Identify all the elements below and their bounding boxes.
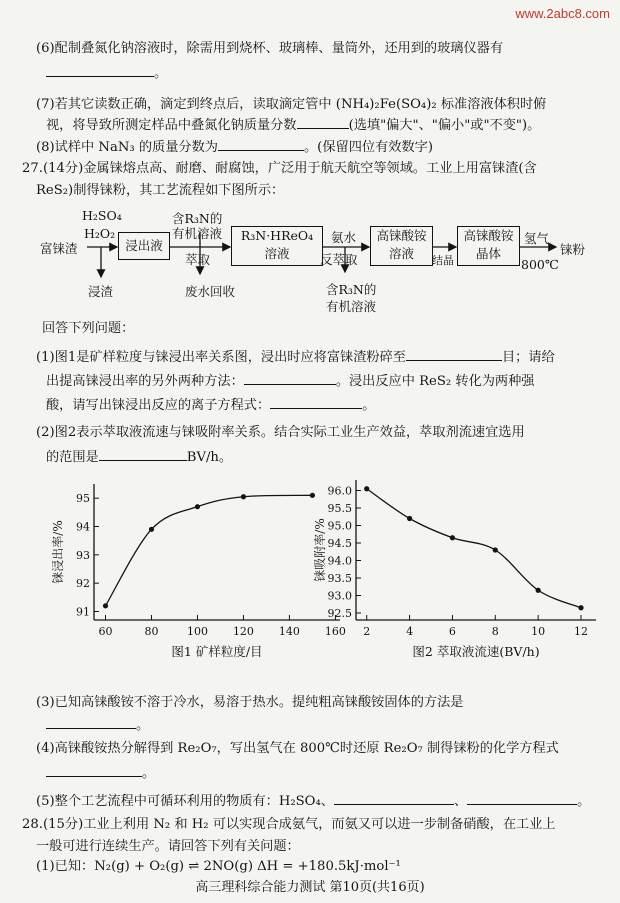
leach-liquor-box: 浸出液: [118, 232, 170, 260]
extractant-label-1: 含R₃N的: [172, 211, 223, 226]
q27-2-line2: 的范围是 BV/h。: [46, 450, 233, 465]
y-tick-label: 95: [76, 492, 90, 506]
waste-label: 废水回收: [185, 284, 236, 299]
q27-1-line1: (1)图1是矿样粒度与铼浸出率关系图，浸出时应将富铼渣粉碎至 目；请给: [36, 350, 555, 365]
chart-caption: 图2 萃取液流速(BV/h): [412, 644, 540, 659]
x-tick-label: 100: [186, 625, 208, 638]
data-point: [536, 588, 541, 593]
product-label: 铼粉: [560, 242, 586, 257]
page-footer: 高三理科综合能力测试 第10页(共16页): [195, 880, 425, 895]
q7-line2: 视，将导致所测定样品中叠氮化钠质量分数 (选填"偏大"、"偏小"或"不变")。: [46, 118, 541, 133]
temperature-label: 800℃: [521, 257, 559, 272]
answer-prompt: 回答下列问题：: [42, 321, 135, 336]
crystal-name: 高铼酸铵: [463, 228, 514, 243]
answer-blank: [46, 64, 154, 77]
q27-4-line2: 。: [46, 764, 155, 783]
q27-line2: ReS₂)制得铼粉，其工艺流程如下图所示：: [36, 183, 285, 198]
x-tick-label: 60: [98, 625, 113, 638]
series-line: [367, 489, 581, 608]
data-point: [364, 486, 369, 491]
y-tick-label: 91: [76, 605, 90, 619]
answer-blank: [406, 348, 502, 361]
y-tick-label: 95.5: [327, 502, 352, 515]
answer-blank: [467, 792, 577, 805]
y-tick-label: 93.0: [327, 589, 352, 603]
q6-line2: 。: [46, 64, 167, 83]
x-tick-label: 2: [363, 625, 371, 638]
crystal-state: 晶体: [475, 246, 501, 261]
extraction-op: 萃取: [185, 252, 211, 267]
data-point: [195, 504, 200, 509]
q27-2-line1: (2)图2表示萃取液流速与铼吸附率关系。结合实际工业生产效益，萃取剂流速宜选用: [36, 425, 525, 440]
y-tick-label: 94.0: [327, 554, 352, 568]
answer-blank: [46, 716, 136, 729]
answer-blank: [46, 764, 142, 777]
q27-4-line1: (4)高铼酸铵热分解得到 Re₂O₇，写出氢气在 800℃时还原 Re₂O₇ 制得铼粉的化学方程式: [36, 741, 559, 756]
x-tick-label: 140: [278, 625, 300, 638]
data-point: [103, 603, 108, 608]
data-point: [493, 547, 498, 552]
residue-label: 浸渣: [88, 284, 114, 299]
organic-phase-solution: 溶液: [264, 246, 290, 261]
x-tick-label: 120: [232, 625, 254, 638]
x-tick-label: 6: [448, 625, 456, 638]
y-tick-label: 93.5: [327, 572, 352, 585]
organic-phase-box: [231, 226, 323, 266]
q27-3-line2: 。: [46, 716, 149, 735]
x-tick-label: 10: [531, 625, 546, 638]
organic-phase-formula: R₃N·HReO₄: [240, 228, 314, 243]
extractant-label-2: 有机溶液: [172, 226, 223, 241]
answer-blank: [334, 792, 454, 805]
h2so4-label: H₂SO₄: [82, 208, 122, 223]
data-point: [241, 494, 246, 499]
y-tick-label: 94: [76, 520, 90, 534]
h2o2-label: H₂O₂: [84, 226, 116, 241]
y-tick-label: 93: [76, 548, 90, 562]
answer-blank: [218, 138, 304, 151]
answer-blank: [270, 396, 362, 409]
q7-line1: (7)若其它读数正确，滴定到终点后，读取滴定管中 (NH₄)₂Fe(SO₄)₂ 标准溶液体积时俯: [36, 97, 547, 112]
data-point: [450, 535, 455, 540]
y-axis-label: 铼吸附率/%: [313, 518, 327, 582]
x-tick-label: 4: [406, 625, 414, 638]
y-tick-label: 92.5: [327, 607, 352, 620]
data-point: [149, 527, 154, 532]
y-tick-label: 95.0: [327, 519, 352, 533]
chart-ore-granularity: [48, 470, 348, 670]
stripping-op: 反萃取: [320, 252, 358, 267]
x-tick-label: 80: [144, 625, 159, 638]
x-tick-label: 12: [574, 625, 588, 638]
data-point: [578, 605, 583, 610]
salt-solution-state: 溶液: [388, 246, 414, 261]
q27-3-line1: (3)已知高铼酸铵不溶于冷水，易溶于热水。提纯粗高铼酸铵固体的方法是: [36, 695, 464, 710]
salt-solution-box: [370, 226, 433, 266]
x-tick-label: 8: [491, 625, 499, 638]
answer-blank: [297, 116, 349, 129]
series-line: [105, 495, 312, 605]
y-axis-label: 铼浸出率/%: [51, 520, 65, 584]
q27-1-line2: 出提高铼浸出率的另外两种方法： 。浸出反应中 ReS₂ 转化为两种强: [46, 374, 535, 389]
q28-line2: 一般可进行连续生产。请回答下列有关问题：: [36, 839, 300, 854]
data-point: [407, 516, 412, 521]
y-tick-label: 94.5: [327, 537, 352, 550]
y-tick-label: 92: [76, 577, 90, 591]
salt-solution-name: 高铼酸铵: [376, 228, 427, 243]
q28-line3: (1)已知：N₂(g) + O₂(g) ⇌ 2NO(g) ΔH = +180.5kJ·mol⁻¹: [36, 859, 401, 874]
q28-line1: 28.(15分)工业上利用 N₂ 和 H₂ 可以实现合成氨气，而氨又可以进一步制备硝酸，在工业上: [22, 817, 556, 832]
crystallize-op: 结晶: [432, 254, 454, 267]
recycle-label-2: 有机溶液: [326, 299, 377, 314]
chart-caption: 图1 矿样粒度/目: [171, 644, 263, 659]
answer-blank: [244, 372, 336, 385]
watermark: www.2abc8.com: [515, 6, 610, 21]
crystal-box: [457, 226, 520, 266]
x-tick-label: 160: [324, 625, 346, 638]
start-material: 富铼渣: [40, 241, 78, 256]
recycle-label-1: 含R₃N的: [326, 282, 377, 297]
chart-extraction-flowrate: [310, 470, 600, 670]
q27-line1: 27.(14分)金属铼熔点高、耐磨、耐腐蚀，广泛用于航天航空等领域。工业上用富铼渣(含: [22, 161, 537, 176]
ammonia-label: 氨水: [331, 230, 357, 245]
hydrogen-label: 氢气: [524, 231, 550, 246]
q27-1-line3: 酸，请写出铼浸出反应的离子方程式： 。: [46, 398, 376, 413]
q8-line: (8)试样中 NaN₃ 的质量分数为 。(保留四位有效数字): [36, 140, 433, 155]
y-tick-label: 96.0: [327, 484, 352, 498]
answer-blank: [99, 448, 187, 461]
q6-line1: (6)配制叠氮化钠溶液时，除需用到烧杯、玻璃棒、量筒外，还用到的玻璃仪器有: [36, 41, 504, 56]
q27-5-line: (5)整个工艺流程中可循环利用的物质有：H₂SO₄、 、 。: [36, 794, 591, 809]
